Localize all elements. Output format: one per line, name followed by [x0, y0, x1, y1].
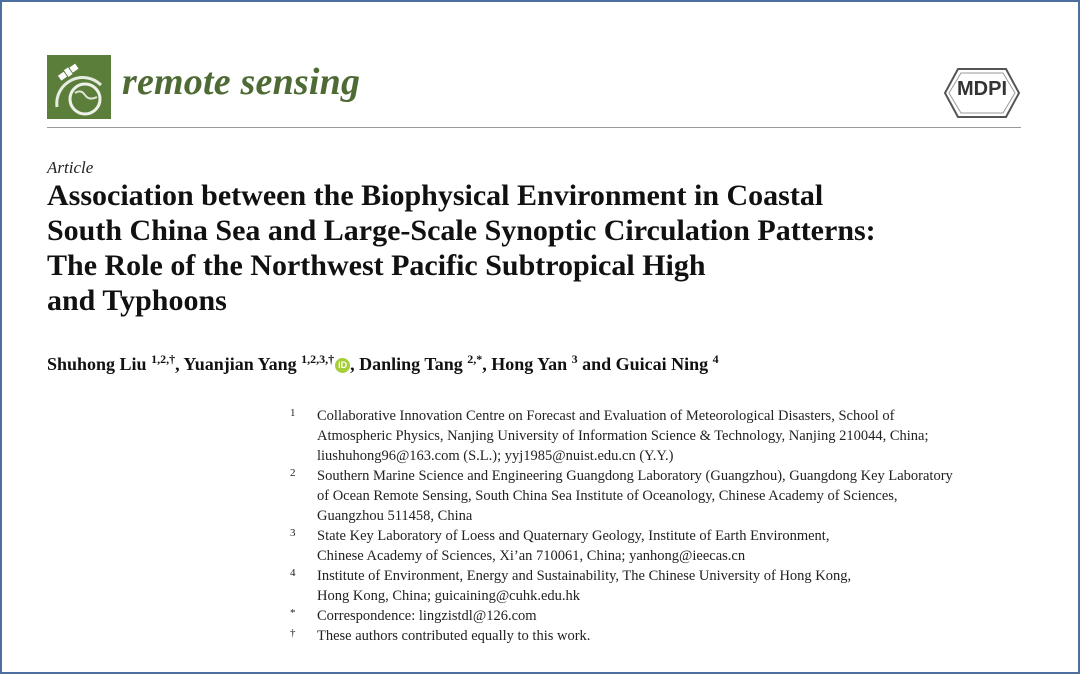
- equal-contribution-note: [290, 626, 1050, 646]
- correspondence-item: [290, 606, 1050, 626]
- affiliation-marker: 3: [290, 527, 296, 539]
- author-affiliation-ref: 1,2,†: [151, 352, 176, 366]
- affiliation-line: Hong Kong, China; guicaining@cuhk.edu.hk: [317, 588, 581, 604]
- affiliation-line: Chinese Academy of Sciences, Xi’an 710061, China; yanhong@ieecas.cn: [317, 548, 746, 564]
- title-line: The Role of the Northwest Pacific Subtropical High: [47, 249, 706, 282]
- affiliation-marker: †: [290, 627, 296, 639]
- author-name[interactable]: Danling Tang: [359, 354, 463, 374]
- affiliation-marker: 1: [290, 407, 296, 419]
- affiliation-item: [290, 406, 1050, 466]
- author-name[interactable]: Hong Yan: [491, 354, 568, 374]
- affiliation-item: [290, 466, 1050, 526]
- affiliation-line: of Ocean Remote Sensing, South China Sea Institute of Oceanology, Chinese Academy of Sciences,: [317, 488, 898, 504]
- author-name[interactable]: Yuanjian Yang: [183, 354, 297, 374]
- author-list: [47, 352, 719, 375]
- affiliation-item: [290, 566, 1050, 606]
- affiliation-line: Southern Marine Science and Engineering Guangdong Laboratory (Guangzhou), Guangdong Key Laboratory: [317, 468, 953, 484]
- title-line: and Typhoons: [47, 284, 227, 317]
- title-line: South China Sea and Large-Scale Synoptic Circulation Patterns:: [47, 214, 876, 247]
- article-title: [47, 178, 1027, 318]
- affiliation-marker: 4: [290, 567, 296, 579]
- author-name[interactable]: Shuhong Liu: [47, 354, 147, 374]
- affiliation-line: Collaborative Innovation Centre on Forecast and Evaluation of Meteorological Disasters, School of: [317, 408, 895, 424]
- author-separator: and: [577, 354, 616, 374]
- affiliation-line: Correspondence: lingzistdl@126.com: [317, 608, 537, 624]
- orcid-icon[interactable]: iD: [335, 358, 350, 373]
- author-affiliation-ref: 4: [712, 352, 719, 366]
- affiliation-list: [290, 406, 1050, 646]
- title-line: Association between the Biophysical Environment in Coastal: [47, 179, 824, 212]
- header-divider: [47, 127, 1021, 128]
- author-affiliation-ref: 1,2,3,†: [301, 352, 335, 366]
- author-separator: ,: [350, 354, 360, 374]
- affiliation-line: State Key Laboratory of Loess and Quaternary Geology, Institute of Earth Environment,: [317, 528, 830, 544]
- journal-name: remote sensing: [122, 61, 361, 103]
- affiliation-marker: 2: [290, 467, 296, 479]
- affiliation-marker: *: [290, 607, 296, 619]
- affiliation-line: liushuhong96@163.com (S.L.); yyj1985@nuist.edu.cn (Y.Y.): [317, 448, 674, 464]
- publisher-logo-text: MDPI: [957, 78, 1007, 100]
- author-affiliation-ref: 2,*: [467, 352, 483, 366]
- affiliation-line: Guangzhou 511458, China: [317, 508, 473, 524]
- affiliation-line: Institute of Environment, Energy and Sustainability, The Chinese University of Hong Kong,: [317, 568, 852, 584]
- affiliation-line: These authors contributed equally to this work.: [317, 628, 591, 644]
- satellite-globe-icon: [47, 55, 111, 119]
- affiliation-line: Atmospheric Physics, Nanjing University of Information Science & Technology, Nanjing 210044, China;: [317, 428, 929, 444]
- article-type: Article: [47, 158, 94, 177]
- affiliation-item: [290, 526, 1050, 566]
- author-name[interactable]: Guicai Ning: [615, 354, 709, 374]
- author-separator: ,: [175, 354, 184, 374]
- author-affiliation-ref: 3: [571, 352, 578, 366]
- mdpi-hexagon-icon: [942, 66, 1022, 120]
- author-separator: ,: [482, 354, 492, 374]
